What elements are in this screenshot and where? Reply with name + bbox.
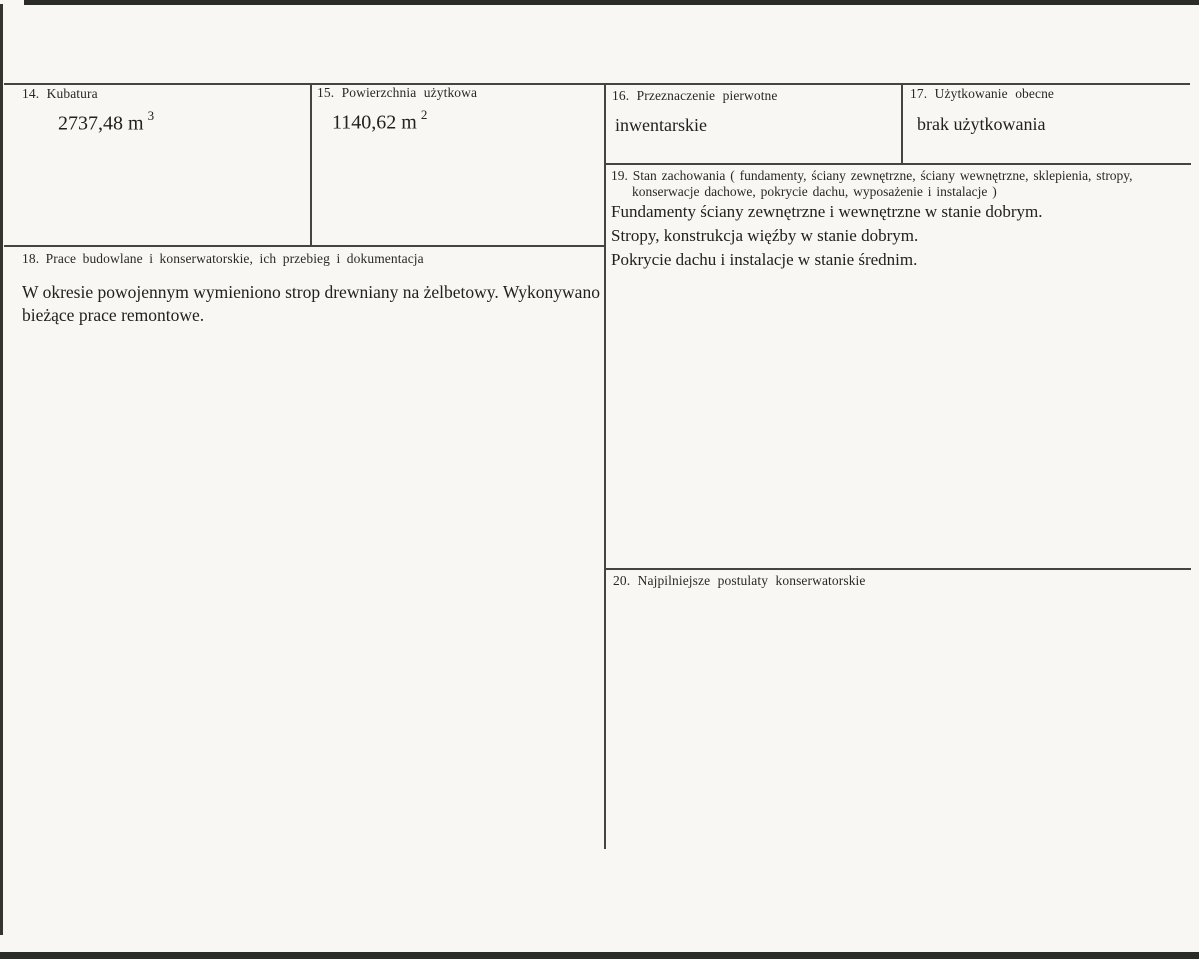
field-18-content-line-1: W okresie powojennym wymieniono strop drewniany na żelbetowy. Wykonywano: [22, 282, 600, 302]
field-15-label: 15. Powierzchnia użytkowa: [317, 85, 478, 100]
table-border-above-20: [605, 568, 1191, 570]
field-19-content-line-2: Stropy, konstrukcja więźby w stanie dobrym.: [611, 226, 919, 245]
field-14-value-exponent: 3: [147, 108, 155, 123]
field-16-label: 16. Przeznaczenie pierwotne: [612, 88, 778, 103]
scan-bottom-edge: [0, 952, 1199, 959]
table-border-under-14-15: [4, 245, 606, 247]
field-18-label: 18. Prace budowlane i konserwatorskie, ich przebieg i dokumentacja: [22, 251, 424, 266]
field-20-label: 20. Najpilniejsze postulaty konserwatorskie: [613, 573, 866, 588]
field-19-label: [611, 168, 1191, 199]
field-14-value: [58, 108, 155, 136]
field-14-value-text: 2737,48 m: [58, 112, 144, 135]
table-divider-16-17: [901, 83, 903, 165]
field-19-content-line-1: Fundamenty ściany zewnętrzne i wewnętrzne w stanie dobrym.: [611, 202, 1043, 221]
field-18-content: [22, 281, 600, 326]
scan-top-edge: [24, 0, 1199, 5]
table-divider-14-15: [310, 83, 312, 247]
field-15-value-exponent: 2: [420, 107, 428, 122]
field-17-value: brak użytkowania: [917, 114, 1046, 134]
table-border-top: [4, 83, 1190, 85]
field-19-content-line-3: Pokrycie dachu i instalacje w stanie średnim.: [611, 250, 918, 269]
field-17-label: 17. Użytkowanie obecne: [910, 86, 1055, 101]
field-19-label-line-1: 19. Stan zachowania ( fundamenty, ściany zewnętrzne, ściany wewnętrzne, sklepienia, stropy,: [611, 168, 1133, 183]
table-divider-center: [604, 83, 606, 849]
scan-left-edge: [0, 4, 3, 935]
field-18-content-line-2: bieżące prace remontowe.: [22, 304, 205, 325]
field-14-label: 14. Kubatura: [22, 86, 98, 101]
field-19-content: [611, 200, 1042, 272]
field-16-value: inwentarskie: [615, 115, 707, 135]
field-19-label-line-2: konserwacje dachowe, pokrycie dachu, wyposażenie i instalacje ): [632, 183, 997, 199]
field-15-value-text: 1140,62 m: [332, 111, 417, 134]
table-border-under-16-17: [605, 163, 1191, 165]
field-15-value: [332, 107, 428, 135]
